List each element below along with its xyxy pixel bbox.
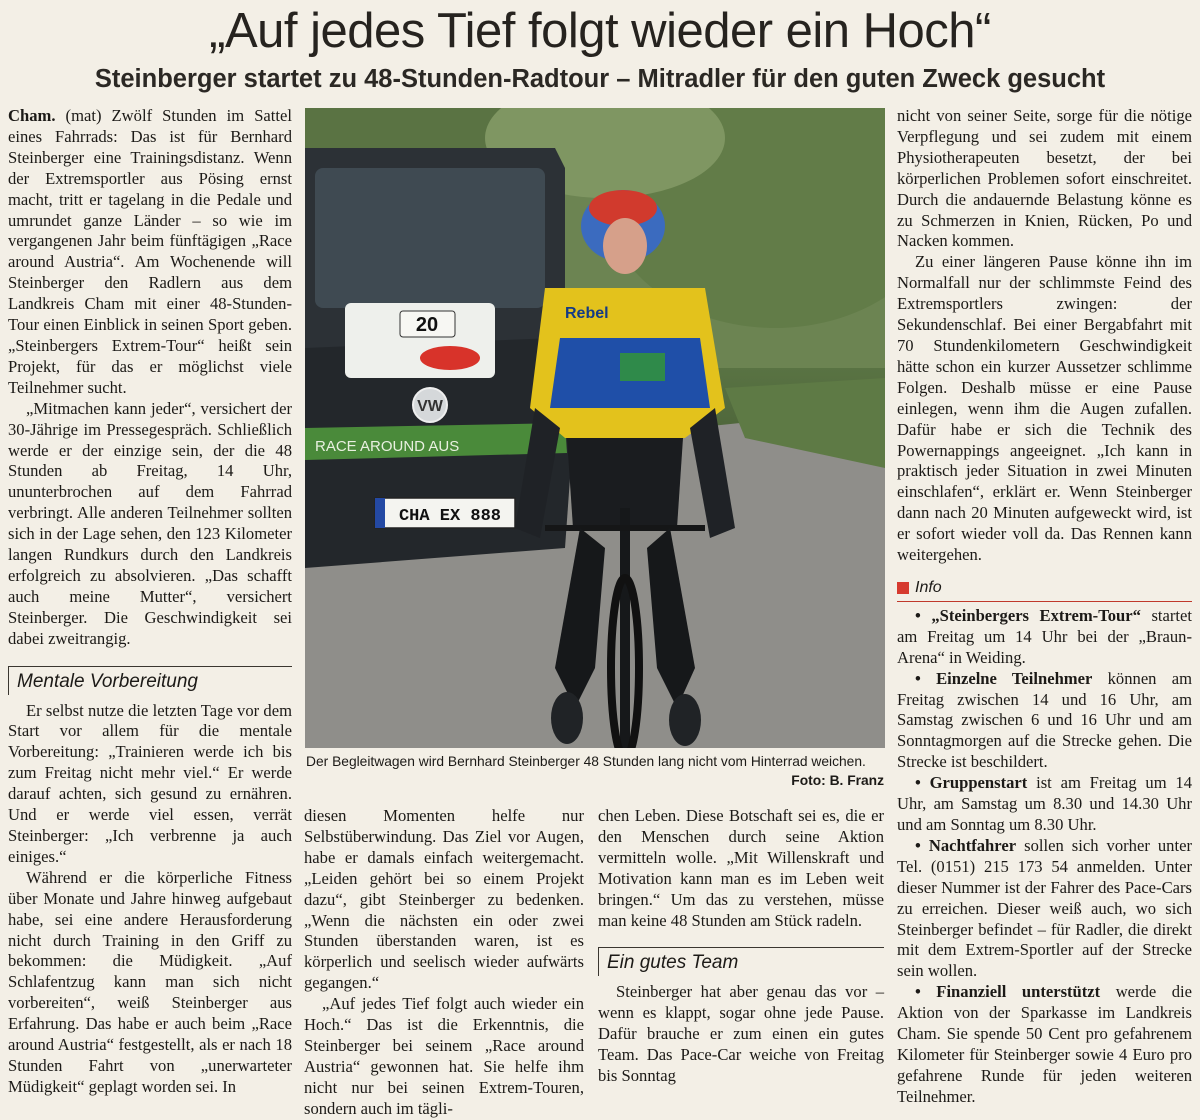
- info-item-lead: • Nachtfahrer: [915, 835, 1017, 855]
- paragraph: „Auf jedes Tief folgt auch wieder ein Hoch.“ Das ist die Erkenntnis, die Steinberger bei seinem „Race around Austria“ gewonnen hat. Sie helfe ihm nicht nur bei seinen Extrem-Touren, sondern auch im tägli-: [304, 994, 584, 1118]
- photo-credit: Foto: B. Franz: [791, 773, 884, 788]
- section-heading-ein-gutes-team: Ein gutes Team: [598, 947, 884, 976]
- section-heading-mentale-vorbereitung: Mentale Vorbereitung: [8, 666, 292, 695]
- column-1: [8, 106, 292, 1098]
- column-4: [897, 106, 1192, 1108]
- info-item-text: sollen sich vorher unter Tel. (0151) 215 173 54 anmelden. Unter dieser Nummer ist der Fahrer des Pace-Cars zu erreichen. Dieser weiß auch, wo sich Steinberger befindet – für Radler, die direkt mit dem Extrem-Sportler auf der Strecke sein wollen.: [897, 835, 1192, 981]
- info-heading-label: Info: [915, 578, 942, 596]
- headline: „Auf jedes Tief folgt wieder ein Hoch“: [209, 4, 991, 58]
- paragraph: „Mitmachen kann jeder“, versichert der 30-Jährige im Pressegespräch. Schließlich werde er der einzige sein, der die 48 Stunden ab Freitag, 14 Uhr, ununterbrochen auf dem Fahrrad verbringt. Alle anderen Teilnehmer sollten sich in der Lage sehen, den 123 Kilometer langen Rundkurs durch den Landkreis erfolgreich zu absolvieren. „Das schafft auch meine Mutter“, versichert Steinberger. Die Geschwindigkeit sei dabei zweitrangig.: [8, 398, 292, 648]
- photo-caption: [306, 752, 884, 790]
- paragraph: chen Leben. Diese Botschaft sei es, die er den Menschen durch seine Aktion vermitteln wolle. „Mit Willenskraft und Motivation kann man es im Leben weit bringen.“ Um das zu verstehen, müsse man keine 48 Stunden am Stück radeln.: [598, 806, 884, 930]
- info-item: [897, 606, 1192, 669]
- paragraph: Während er die körperliche Fitness über Monate und Jahre hinweg aufgebaut habe, sei eine andere Herausforderung nicht durch Training in den Griff zu bekommen: die Müdigkeit. „Auf Schlafentzug kann man sich nicht vorbereiten“, weiß Steinberger aus Erfahrung. Das habe er auch beim „Race around Austria“ festgestellt, als er nach 18 Stunden Fahrt von „unerwarteter Müdigkeit“ geplagt worden sei. In: [8, 867, 292, 1096]
- info-item: [897, 773, 1192, 836]
- info-item-text: können am Freitag zwischen 14 und 16 Uhr, am Samstag zwischen 6 und 16 Uhr und am Sonntagmorgen auf die Strecke gehen. Die Strecke ist beschildert.: [897, 668, 1193, 772]
- svg-text:VW: VW: [417, 398, 443, 415]
- info-square-icon: [897, 582, 909, 594]
- info-item-lead: • Einzelne Teilnehmer: [915, 668, 1093, 688]
- paragraph: Steinberger hat aber genau das vor – wenn es klappt, sogar ohne jede Pause. Dafür brauche er zum einen ein gutes Team. Das Pace-Car weiche von Freitag bis Sonntag: [598, 982, 884, 1086]
- jersey-text: Rebel: [565, 305, 609, 322]
- info-item-lead: • „Steinbergers Extrem-Tour“: [915, 605, 1141, 625]
- race-banner-text: RACE AROUND AUS: [315, 438, 460, 455]
- column-2: [304, 806, 584, 1120]
- info-item-lead: • Gruppenstart: [915, 773, 1028, 793]
- paragraph: nicht von seiner Seite, sorge für die nötige Verpflegung und sei zudem mit einem Physiotherapeuten besetzt, der bei körperlichen Problemen sofort einschreitet. Durch die andauernde Belastung könne es zu Schmerzen in Knien, Rücken, Po und Nacken kommen.: [897, 106, 1192, 251]
- info-item-lead: • Finanziell unterstützt: [915, 982, 1101, 1002]
- info-box-heading: [897, 578, 1192, 602]
- info-item: [897, 836, 1192, 982]
- caption-text: Der Begleitwagen wird Bernhard Steinberger 48 Stunden lang nicht vom Hinterrad weichen.: [306, 754, 866, 769]
- info-item-text: werde die Aktion von der Sparkasse im Landkreis Cham. Sie spende 50 Cent pro gefahrenem Kilometer für Steinberger sowie 4 Euro pro gefahrene Runde für jeden weiteren Teilnehmer.: [897, 982, 1192, 1106]
- race-number-sign: 20: [415, 314, 439, 336]
- paragraph: Er selbst nutze die letzten Tage vor dem Start vor allem für die mentale Vorbereitung: „Trainieren werde ich bis zum Freitag nicht mehr viel.“ Er werde darauf achten, sich gesund zu ernähren. Und er werde viel essen, verrät Steinberger: „Ich verbrenne ja auch einiges.“: [8, 700, 292, 866]
- info-item-text: ist am Freitag um 14 Uhr, am Samstag um 8.30 und 14.30 Uhr und am Sonntag um 8.30 Uhr.: [897, 773, 1192, 834]
- lead-text: (mat) Zwölf Stunden im Sattel eines Fahrrads: Das ist für Bernhard Steinberger eine Trainingsdistanz. Wenn der Extremsportler aus Pösing ernst macht, tritt er tagelang in die Pedale und umrundet ganze Länder – so wie im vergangenen Jahr beim fünftägigen „Race around Austria“. Am Wochenende will Steinberger den Radlern aus dem Landkreis Cham mit einer 48-Stunden-Tour einen Einblick in seinen Sport geben. „Steinbergers Extrem-Tour“ heißt sein Projekt, für das er möglichst viele Teilnehmer sucht.: [8, 106, 292, 397]
- column-3: [598, 806, 884, 1087]
- photo-illustration: [305, 108, 885, 748]
- cyclist-photo: [305, 108, 885, 748]
- info-item: [897, 669, 1192, 774]
- dateline: Cham.: [8, 106, 56, 125]
- lead-paragraph: [8, 106, 292, 399]
- license-plate: CHA EX 888: [398, 507, 502, 526]
- paragraph: Zu einer längeren Pause könne ihn im Normalfall nur der schlimmste Feind des Extremsportlers zwingen: der Sekundenschlaf. Bei einer Bergabfahrt mit 70 Stundenkilometern Geschwindigkeit hätte schon ein kurzer Aussetzer schlimme Folgen. Deshalb müsse er eine Pause einlegen, wenn ihm die Augen zufallen. Dafür habe er sich die Technik des Powernappings angeeignet. „Ich kann in praktisch jeder Situation in zwei Minuten einschlafen“, erklärt er. Wenn Steinberger dann nach 20 Minuten aufgeweckt wird, ist er sofort wieder voll da. Das Rennen kann weitergehen.: [897, 252, 1192, 565]
- paragraph: diesen Momenten helfe nur Selbstüberwindung. Das Ziel vor Augen, habe er damals einfach weitergemacht. „Leiden gehört bei so einem Projekt dazu“, gibt Steinberger zu bedenken. „Wenn die nächsten ein oder zwei Stunden überstanden waren, ist es körperlich und seelisch wieder aufwärts gegangen.“: [304, 806, 584, 993]
- subheadline: Steinberger startet zu 48-Stunden-Radtour – Mitradler für den guten Zweck gesucht: [94, 65, 1106, 93]
- info-item: [897, 982, 1192, 1107]
- info-item-text: startet am Freitag um 14 Uhr bei der „Braun-Arena“ in Weiding.: [897, 605, 1192, 667]
